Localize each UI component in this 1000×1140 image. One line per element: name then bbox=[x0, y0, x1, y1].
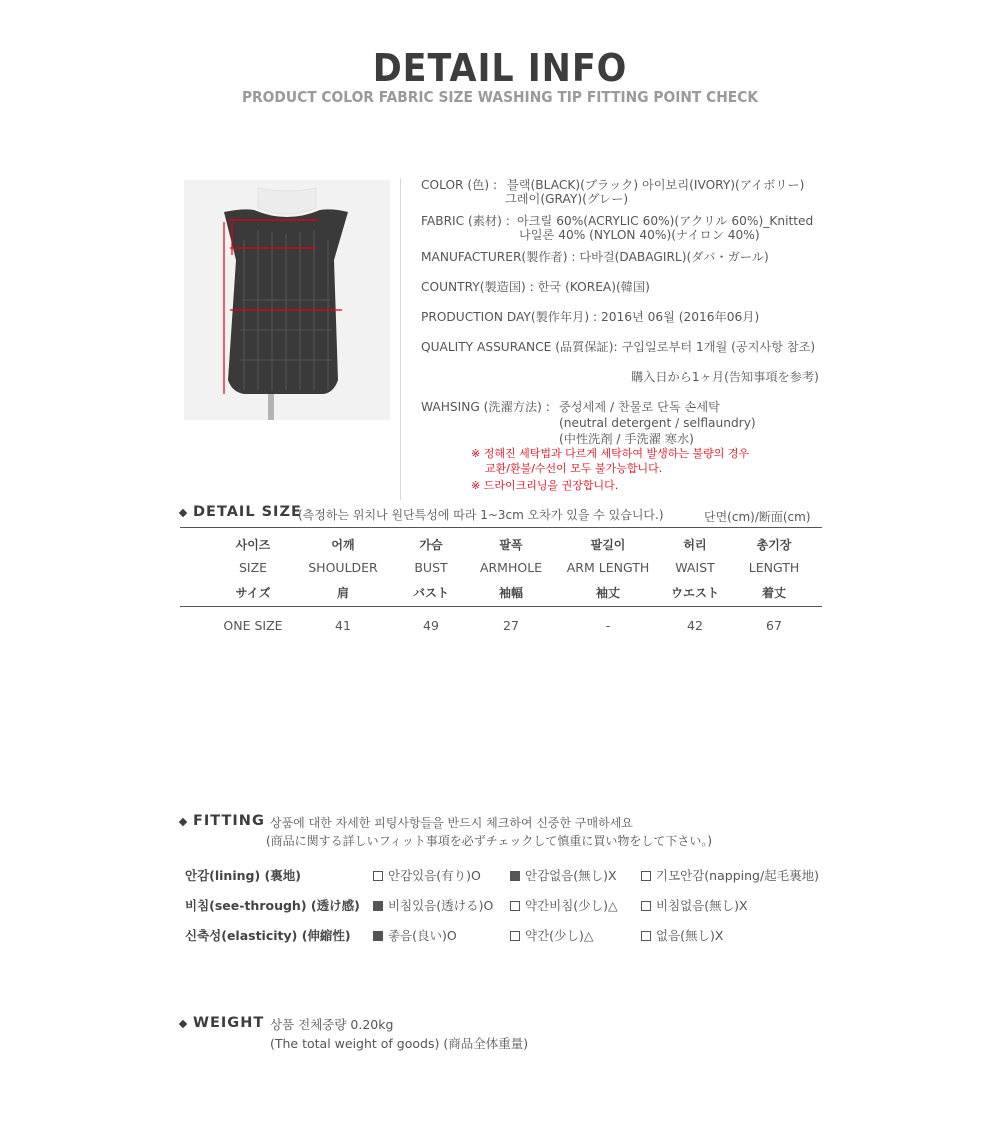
fitting-label: 안감(lining) (裏地) bbox=[185, 868, 301, 883]
fitting-option-label: 비침없음(無し)X bbox=[656, 898, 748, 913]
unchecked-box-icon bbox=[510, 901, 520, 911]
unchecked-box-icon bbox=[510, 931, 520, 941]
fitting-option bbox=[510, 866, 617, 884]
weight-title: WEIGHT bbox=[193, 1015, 265, 1031]
fabric-value-1: 아크릴 60%(ACRYLIC 60%)(アクリル 60%)_Knitted bbox=[517, 214, 814, 228]
manufacturer-row: MANUFACTURER(製作者) : 다바걸(DABAGIRL)(ダバ・ガール) bbox=[421, 250, 769, 264]
unchecked-box-icon bbox=[641, 871, 651, 881]
fabric-key: FABRIC (素材) : bbox=[421, 214, 510, 228]
header-cell-kr: 사이즈 bbox=[235, 538, 271, 552]
washing-value-1: 중성세제 / 찬물로 단독 손세탁 bbox=[559, 400, 720, 414]
checked-box-icon bbox=[373, 901, 383, 911]
fitting-option-label: 약간(少し)△ bbox=[525, 928, 594, 943]
unchecked-box-icon bbox=[641, 931, 651, 941]
table-cell: 41 bbox=[335, 618, 351, 633]
fitting-note-1: 상품에 대한 자세한 피팅사항들을 반드시 체크하여 신중한 구매하세요 bbox=[270, 816, 633, 830]
header-cell-en: ARMHOLE bbox=[479, 560, 543, 575]
header-cell-jp: 袖幅 bbox=[498, 586, 523, 600]
detail-size-title: DETAIL SIZE bbox=[193, 504, 302, 520]
checked-box-icon bbox=[510, 871, 520, 881]
fitting-option-label: 약간비침(少し)△ bbox=[525, 898, 618, 913]
fitting-option bbox=[641, 896, 748, 914]
washing-key: WAHSING (洗濯方法) : bbox=[421, 400, 550, 414]
table-cell: 42 bbox=[687, 618, 703, 633]
header-cell-en: BUST bbox=[414, 560, 448, 575]
fitting-option-label: 안감없음(無し)X bbox=[525, 868, 617, 883]
table-mid-rule bbox=[180, 606, 822, 607]
washing-warning-1: ※ 정해진 세탁법과 다르게 세탁하여 발생하는 불량의 경우 bbox=[471, 447, 750, 460]
header-cell-kr: 팔길이 bbox=[590, 538, 626, 552]
header-cell-en: ARM LENGTH bbox=[566, 560, 650, 575]
washing-warning-3: ※ 드라이크리닝을 권장합니다. bbox=[471, 479, 619, 492]
diamond-bullet-icon bbox=[179, 509, 187, 517]
fitting-option-label: 안감있음(有り)O bbox=[388, 868, 481, 883]
fabric-row bbox=[421, 214, 814, 242]
washing-warning-2: 교환/환불/수선이 모두 불가능합니다. bbox=[485, 462, 663, 475]
fitting-label: 비침(see-through) (透け感) bbox=[185, 898, 360, 913]
washing-value-3: (中性洗剤 / 手洗濯 寒水) bbox=[559, 432, 694, 446]
fitting-option-label: 기모안감(napping/起毛裏地) bbox=[656, 868, 820, 883]
header-cell-kr: 총기장 bbox=[756, 538, 792, 552]
header-cell-en: LENGTH bbox=[748, 560, 800, 575]
fitting-option bbox=[510, 896, 618, 914]
header-cell-jp: サイズ bbox=[235, 586, 271, 600]
fitting-option bbox=[510, 926, 594, 944]
product-photo bbox=[184, 180, 390, 420]
quality-row: QUALITY ASSURANCE (品質保証): 구입일로부터 1개월 (공지사항 참조) bbox=[421, 340, 816, 354]
table-cell: ONE SIZE bbox=[223, 618, 283, 633]
header-cell-en: SHOULDER bbox=[308, 560, 378, 575]
production-row: PRODUCTION DAY(製作年月) : 2016년 06월 (2016年06月) bbox=[421, 310, 760, 324]
fitting-option bbox=[373, 926, 457, 944]
header-cell-jp: 肩 bbox=[336, 586, 349, 600]
fitting-note-2: (商品に関する詳しいフィット事項を必ずチェックして慎重に買い物をして下さい。) bbox=[266, 834, 713, 848]
quality-row-jp: 購入日から1ヶ月(告知事項を参考) bbox=[631, 370, 819, 384]
fitting-option bbox=[641, 926, 723, 944]
unchecked-box-icon bbox=[373, 871, 383, 881]
page-title: DETAIL INFO bbox=[372, 46, 628, 90]
header-cell-kr: 허리 bbox=[683, 538, 707, 552]
header-cell-kr: 어깨 bbox=[331, 538, 355, 552]
diamond-bullet-icon bbox=[179, 1020, 187, 1028]
header-cell-jp: 袖丈 bbox=[595, 586, 620, 600]
product-info bbox=[400, 178, 860, 500]
fitting-option-label: 비침있음(透ける)O bbox=[388, 898, 494, 913]
color-key: COLOR (色) : bbox=[421, 178, 498, 192]
fitting-option bbox=[373, 866, 481, 884]
header-cell-en: SIZE bbox=[238, 560, 268, 575]
header-cell-jp: バスト bbox=[412, 586, 449, 600]
fitting-title: FITTING bbox=[193, 813, 265, 829]
color-value-2: 그레이(GRAY)(グレー) bbox=[505, 192, 629, 206]
fitting-option-label: 좋음(良い)O bbox=[388, 928, 457, 943]
sleeveless-top-illustration bbox=[184, 180, 390, 420]
washing-row bbox=[421, 400, 756, 446]
header-cell-jp: 着丈 bbox=[761, 586, 786, 600]
detail-size-unit: 단면(cm)/断面(cm) bbox=[704, 510, 811, 524]
table-cell: 49 bbox=[423, 618, 439, 633]
checked-box-icon bbox=[373, 931, 383, 941]
diamond-bullet-icon bbox=[179, 818, 187, 826]
fabric-value-2: 나일론 40% (NYLON 40%)(ナイロン 40%) bbox=[519, 228, 760, 242]
header-cell-jp: ウエスト bbox=[670, 586, 719, 600]
page-subtitle: PRODUCT COLOR FABRIC SIZE WASHING TIP FITTING POINT CHECK bbox=[241, 88, 759, 106]
table-cell: - bbox=[605, 618, 611, 633]
header-cell-kr: 팔폭 bbox=[499, 538, 523, 552]
fitting-option bbox=[641, 866, 819, 884]
table-cell: 27 bbox=[503, 618, 519, 633]
fitting-option-label: 없음(無し)X bbox=[656, 928, 724, 943]
header-cell-kr: 가슴 bbox=[419, 538, 443, 552]
weight-line-2: (The total weight of goods) (商品全体重量) bbox=[270, 1036, 529, 1051]
fitting-option bbox=[373, 896, 493, 914]
washing-value-2: (neutral detergent / selflaundry) bbox=[559, 416, 756, 430]
color-value-1: 블랙(BLACK)(ブラック) 아이보리(IVORY)(アイボリー) bbox=[507, 178, 805, 192]
table-cell: 67 bbox=[766, 618, 782, 633]
unchecked-box-icon bbox=[641, 901, 651, 911]
table-top-rule bbox=[180, 527, 822, 528]
fitting-label: 신축성(elasticity) (伸縮性) bbox=[185, 928, 351, 943]
color-row bbox=[421, 178, 805, 206]
weight-line-1: 상품 전체중량 0.20kg bbox=[270, 1017, 394, 1032]
header-cell-en: WAIST bbox=[675, 560, 715, 575]
detail-size-note: (측정하는 위치나 원단특성에 따라 1~3cm 오차가 있을 수 있습니다.) bbox=[298, 508, 664, 522]
country-row: COUNTRY(製造国) : 한국 (KOREA)(韓国) bbox=[421, 280, 650, 294]
